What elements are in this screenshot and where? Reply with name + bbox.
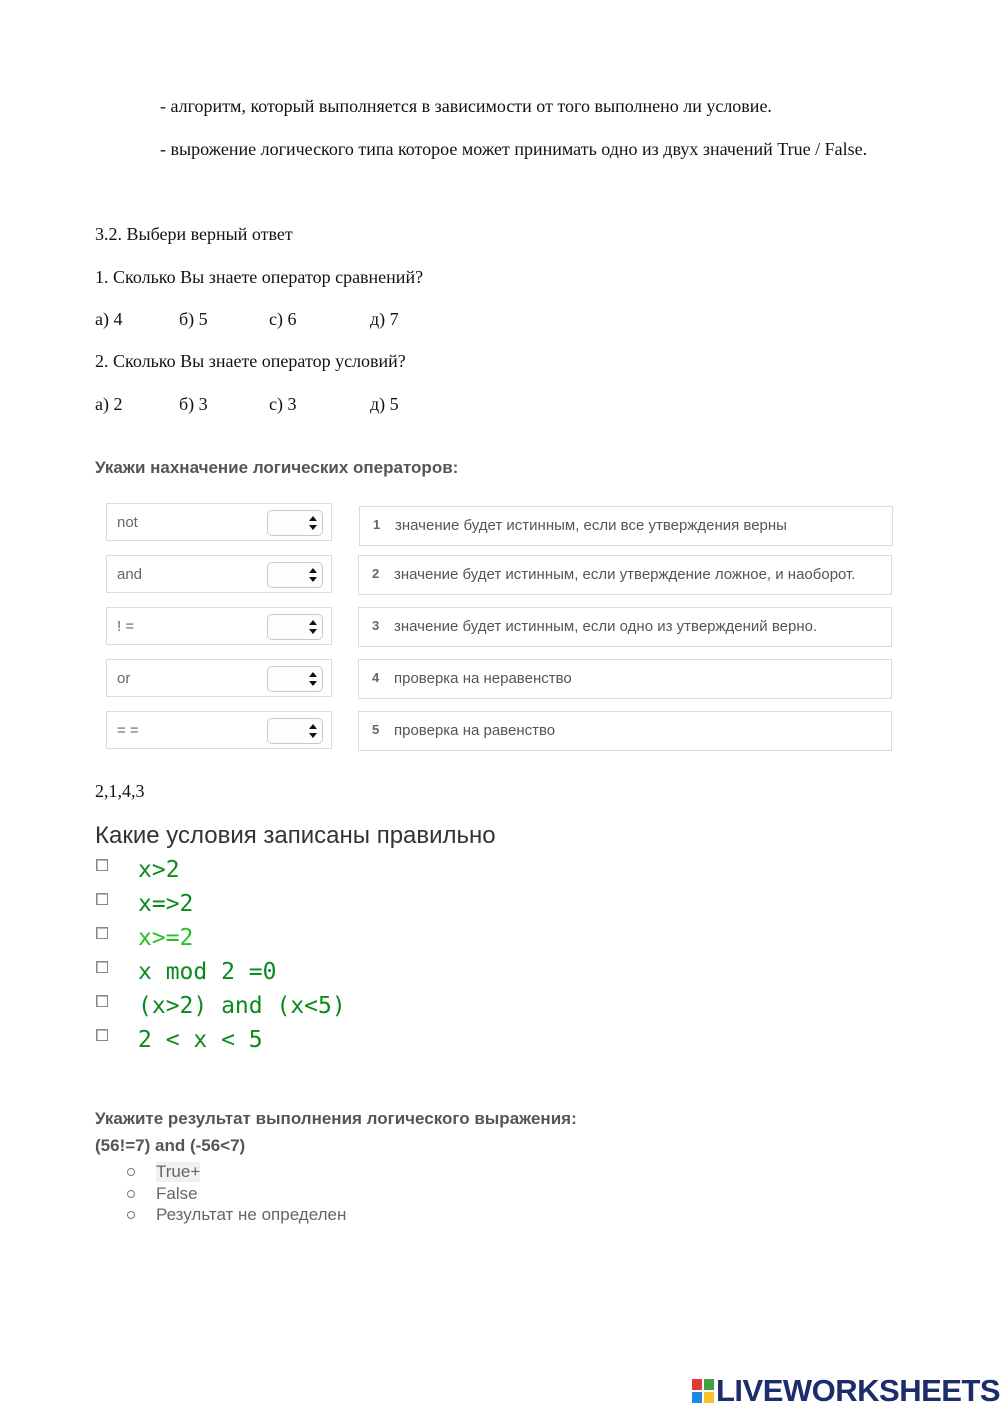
checkbox[interactable] <box>96 927 108 939</box>
match-left-item <box>106 659 332 697</box>
condition-label: x>=2 <box>138 925 194 951</box>
question-2: 2. Сколько Вы знаете оператор условий? <box>95 351 406 371</box>
q2-option-b[interactable]: б) 3 <box>179 394 208 414</box>
match-right-text: проверка на неравенство <box>394 670 572 687</box>
match-select[interactable] <box>267 562 323 588</box>
match-right-item <box>358 555 892 595</box>
match-left-item <box>106 711 332 749</box>
updown-icon <box>309 620 317 634</box>
question-1: 1. Сколько Вы знаете оператор сравнений? <box>95 267 424 287</box>
updown-icon <box>309 568 317 582</box>
match-right-text: значение будет истинным, если утверждение ложное, и наоборот. <box>394 566 856 583</box>
match-select[interactable] <box>267 510 323 536</box>
logic-title: Укажите результат выполнения логического выражения: <box>95 1109 577 1128</box>
intro-line-2: - вырожение логического типа которое может принимать одно из двух значений True / False. <box>160 139 868 159</box>
match-right-item <box>358 659 892 699</box>
updown-icon <box>309 672 317 686</box>
condition-label: x=>2 <box>138 891 194 917</box>
answer-text: 2,1,4,3 <box>95 781 145 801</box>
match-right-number: 5 <box>372 722 380 737</box>
checkbox[interactable] <box>96 1029 108 1041</box>
match-right-number: 3 <box>372 618 380 633</box>
logo-grid-icon <box>692 1379 714 1403</box>
logic-expression: (56!=7) and (-56<7) <box>95 1136 246 1155</box>
match-left-label: and <box>117 566 143 583</box>
radio-button[interactable] <box>127 1168 135 1176</box>
checkbox[interactable] <box>96 961 108 973</box>
condition-label: 2 < x < 5 <box>138 1027 263 1053</box>
checkbox[interactable] <box>96 995 108 1007</box>
match-select[interactable] <box>267 614 323 640</box>
match-right-item <box>358 711 892 751</box>
q2-option-c[interactable]: с) 3 <box>269 394 297 414</box>
match-right-item <box>359 506 893 546</box>
match-right-number: 4 <box>372 670 380 685</box>
logo-text: LIVEWORKSHEETS <box>716 1373 1000 1408</box>
match-select[interactable] <box>267 718 323 744</box>
match-right-text: значение будет истинным, если одно из утверждений верно. <box>394 618 818 635</box>
conditions-title: Какие условия записаны правильно <box>95 822 496 849</box>
section-title: 3.2. Выбери верный ответ <box>95 224 293 244</box>
q2-option-d[interactable]: д) 5 <box>370 394 399 414</box>
updown-icon <box>309 724 317 738</box>
logic-option-label: Результат не определен <box>156 1205 347 1224</box>
match-left-label: not <box>117 514 138 531</box>
match-right-number: 2 <box>372 566 380 581</box>
match-left-label: or <box>117 670 131 687</box>
match-left-label: ! = <box>117 618 135 635</box>
checkbox[interactable] <box>96 893 108 905</box>
match-right-text: значение будет истинным, если все утверждения верны <box>395 517 787 534</box>
logic-option-label: True+ <box>156 1162 201 1181</box>
updown-icon <box>309 516 317 530</box>
match-left-label: = = <box>117 722 139 739</box>
intro-line-1: - алгоритм, который выполняется в зависимости от того выполнено ли условие. <box>160 96 772 116</box>
radio-button[interactable] <box>127 1211 135 1219</box>
match-right-item <box>358 607 892 647</box>
q1-option-c[interactable]: с) 6 <box>269 309 297 329</box>
matching-title: Укажи нахначение логических операторов: <box>95 458 459 477</box>
radio-button[interactable] <box>127 1190 135 1198</box>
q1-option-a[interactable]: а) 4 <box>95 309 123 329</box>
match-right-text: проверка на равенство <box>394 722 556 739</box>
match-left-item <box>106 607 332 645</box>
q1-option-d[interactable]: д) 7 <box>370 309 399 329</box>
logic-option-label: False <box>156 1184 198 1203</box>
match-select[interactable] <box>267 666 323 692</box>
condition-label: (x>2) and (x<5) <box>138 993 346 1019</box>
match-right-number: 1 <box>373 517 381 532</box>
condition-label: x>2 <box>138 857 180 883</box>
condition-label: x mod 2 =0 <box>138 959 277 985</box>
match-left-item <box>106 555 332 593</box>
q1-option-b[interactable]: б) 5 <box>179 309 208 329</box>
checkbox[interactable] <box>96 859 108 871</box>
match-left-item <box>106 503 332 541</box>
q2-option-a[interactable]: а) 2 <box>95 394 123 414</box>
